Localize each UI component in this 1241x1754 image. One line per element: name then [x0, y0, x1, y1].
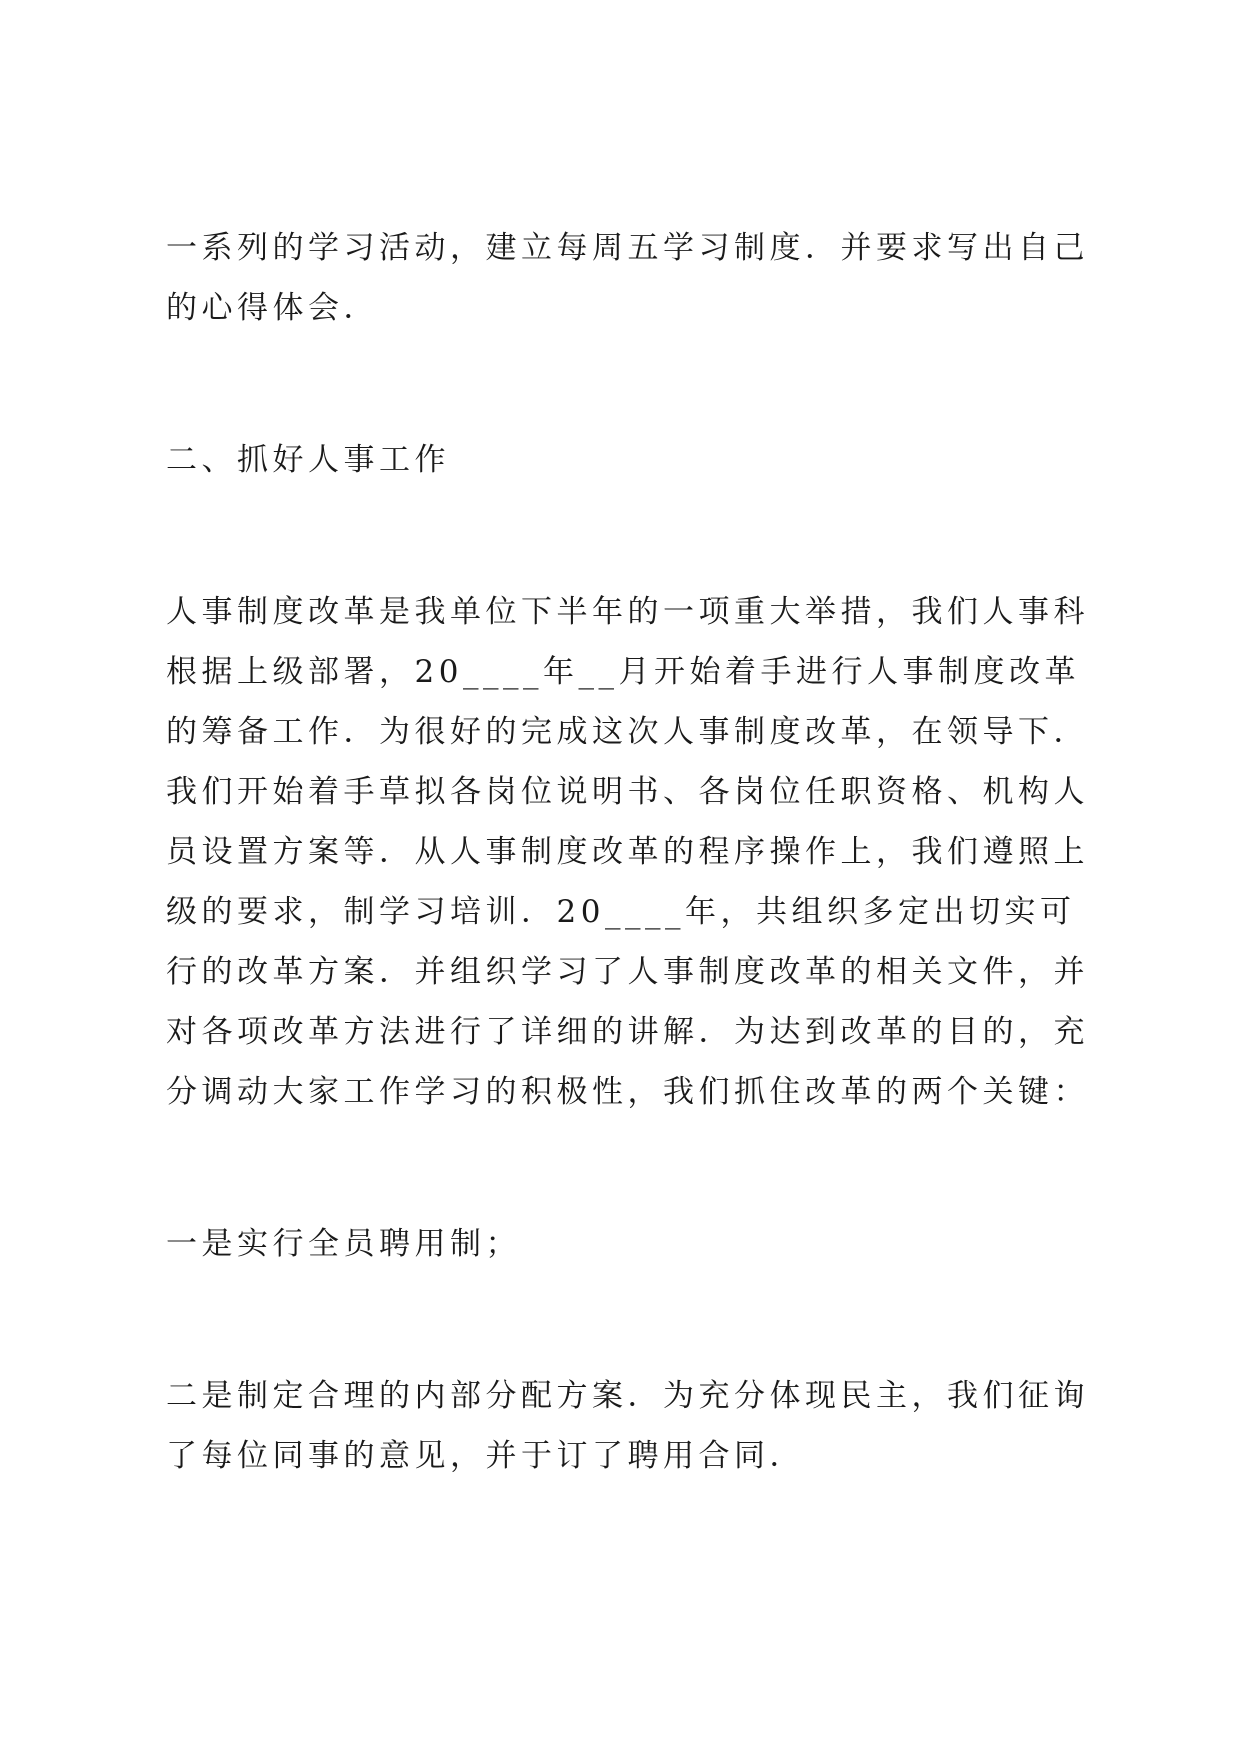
paragraph-personnel-reform: 人事制度改革是我单位下半年的一项重大举措，我们人事科根据上级部署，20____年__月开始着手进行人事制度改革的筹备工作．为很好的完成这次人事制度改革，在领导下．我们开始着手草拟各岗位说明书、各岗位任职资格、机构人员设置方案等．从人事制度改革的程序操作上，我们遵照上级的要求，制学习培训．20____年，共组织多定出切实可行的改革方案．并组织学习了人事制度改革的相关文件，并对各项改革方法进行了详细的讲解．为达到改革的目的，充分调动大家工作学习的积极性，我们抓住改革的两个关键： — [166, 594, 1089, 1110]
paragraph-study-activities: 一系列的学习活动，建立每周五学习制度．并要求写出自己的心得体会． — [166, 230, 1089, 326]
document-body — [166, 218, 1096, 1578]
paragraph-key-point-two: 二是制定合理的内部分配方案．为充分体现民主，我们征询了每位同事的意见，并于订了聘用合同． — [166, 1378, 1089, 1474]
section-heading-personnel-work: 二、抓好人事工作 — [166, 442, 450, 478]
paragraph-key-point-one: 一是实行全员聘用制； — [166, 1226, 521, 1262]
